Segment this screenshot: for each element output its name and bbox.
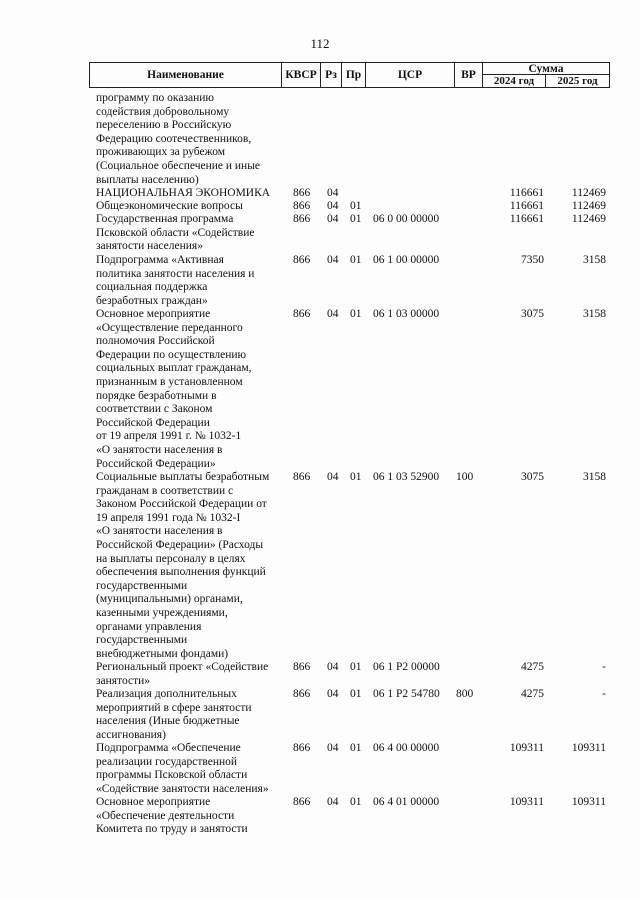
header-name: Наименование (90, 63, 282, 87)
row-name: Региональный проект «Содействие занятости» (96, 661, 269, 687)
row-sum-2025: 3158 (583, 308, 606, 320)
row-sum-2024: 3075 (521, 308, 544, 320)
row-sum-2024: 116661 (509, 200, 544, 212)
row-rz: 04 (327, 254, 339, 266)
row-pr: 01 (350, 254, 362, 266)
row-sum-2024: 4275 (521, 688, 544, 700)
row-pr: 01 (350, 308, 362, 320)
row-sum-2024: 7350 (521, 254, 544, 266)
row-csr: 06 1 P2 00000 (373, 661, 440, 673)
table-header (89, 62, 610, 88)
row-sum-2025: - (602, 661, 606, 673)
row-sum-2025: 3158 (583, 471, 606, 483)
row-sum-2025: - (602, 688, 606, 700)
row-name: программу по оказанию содействия добровольному переселению в Российскую Федерацию соотечественников, проживающих за рубежом (Социальное обеспечение и иные выплаты населению) (96, 92, 261, 186)
row-rz: 04 (327, 213, 339, 225)
row-sum-2024: 4275 (521, 661, 544, 673)
row-kvsr: 866 (293, 796, 311, 808)
header-pr: Пр (342, 63, 366, 87)
row-name: Социальные выплаты безработным гражданам в соответствии с Законом Российской Федерации от 19 апреля 1991 года № 1032-I «О занятости населения в Российской Федерации» (Расходы на выплаты персоналу в целях обеспечения выполнения функций государственными (муниципальными) органами, казенными учреждениями, органами управления государственными внебюджетными фондами) (96, 471, 270, 660)
row-pr: 01 (350, 200, 362, 212)
row-sum-2025: 109311 (571, 796, 606, 808)
row-csr: 06 1 03 52900 (373, 471, 440, 483)
row-name: Подпрограмма «Обеспечение реализации государственной программы Псковской области «Содействие занятости населения» (96, 742, 269, 795)
header-year-2024: 2024 год (483, 75, 546, 87)
row-sum-2025: 3158 (583, 254, 606, 266)
header-rz: Рз (321, 63, 342, 87)
row-name: НАЦИОНАЛЬНАЯ ЭКОНОМИКА (96, 187, 271, 199)
row-kvsr: 866 (293, 254, 311, 266)
page-number: 112 (310, 36, 330, 51)
row-csr: 06 1 P2 54780 (373, 688, 440, 700)
row-csr: 06 1 00 00000 (373, 254, 440, 266)
row-sum-2025: 112469 (571, 213, 606, 225)
row-rz: 04 (327, 661, 339, 673)
row-rz: 04 (327, 471, 339, 483)
row-csr: 06 0 00 00000 (373, 213, 440, 225)
row-pr: 01 (350, 661, 362, 673)
row-sum-2024: 109311 (509, 796, 544, 808)
row-name: Реализация дополнительных мероприятий в сфере занятости населения (Иные бюджетные ассигнования) (96, 688, 252, 741)
row-csr: 06 1 03 00000 (373, 308, 440, 320)
row-rz: 04 (327, 742, 339, 754)
row-sum-2025: 109311 (571, 742, 606, 754)
row-kvsr: 866 (293, 308, 311, 320)
row-pr: 01 (350, 213, 362, 225)
row-rz: 04 (327, 796, 339, 808)
row-sum-2025: 112469 (571, 200, 606, 212)
header-sum: Сумма (483, 63, 609, 75)
row-rz: 04 (327, 200, 339, 212)
row-kvsr: 866 (293, 688, 311, 700)
row-name: Подпрограмма «Активная политика занятости населения и социальная поддержка безработных граждан» (96, 254, 255, 307)
row-csr: 06 4 00 00000 (373, 742, 440, 754)
row-sum-2025: 112469 (571, 187, 606, 199)
row-pr: 01 (350, 796, 362, 808)
row-name: Общеэкономические вопросы (96, 200, 243, 212)
row-rz: 04 (327, 187, 339, 199)
header-vr: ВР (455, 63, 483, 87)
row-pr: 01 (350, 688, 362, 700)
row-pr: 01 (350, 742, 362, 754)
header-sum-group (483, 63, 609, 87)
row-csr: 06 4 01 00000 (373, 796, 440, 808)
header-year-2025: 2025 год (557, 75, 598, 87)
row-sum-2024: 116661 (509, 187, 544, 199)
row-name: Основное мероприятие «Осуществление переданного полномочия Российской Федерации по осуществлению социальных выплат гражданам, признанным в установленном порядке безработными в соответствии с Законом Российской Федерации от 19 апреля 1991 г. № 1032-1 «О занятости населения в Российской Федерации» (96, 308, 252, 470)
row-name: Государственная программа Псковской области «Содействие занятости населения» (96, 213, 255, 253)
header-kvsr: КВСР (282, 63, 321, 87)
row-kvsr: 866 (293, 742, 311, 754)
row-sum-2024: 109311 (509, 742, 544, 754)
row-kvsr: 866 (293, 213, 311, 225)
row-pr: 01 (350, 471, 362, 483)
row-kvsr: 866 (293, 471, 311, 483)
row-vr: 800 (456, 688, 474, 700)
row-kvsr: 866 (293, 187, 311, 199)
row-name: Основное мероприятие «Обеспечение деятельности Комитета по труду и занятости (96, 796, 248, 836)
row-rz: 04 (327, 308, 339, 320)
row-kvsr: 866 (293, 661, 311, 673)
row-sum-2024: 3075 (521, 471, 544, 483)
row-sum-2024: 116661 (509, 213, 544, 225)
row-vr: 100 (456, 471, 474, 483)
row-rz: 04 (327, 688, 339, 700)
header-csr: ЦСР (366, 63, 455, 87)
row-kvsr: 866 (293, 200, 311, 212)
